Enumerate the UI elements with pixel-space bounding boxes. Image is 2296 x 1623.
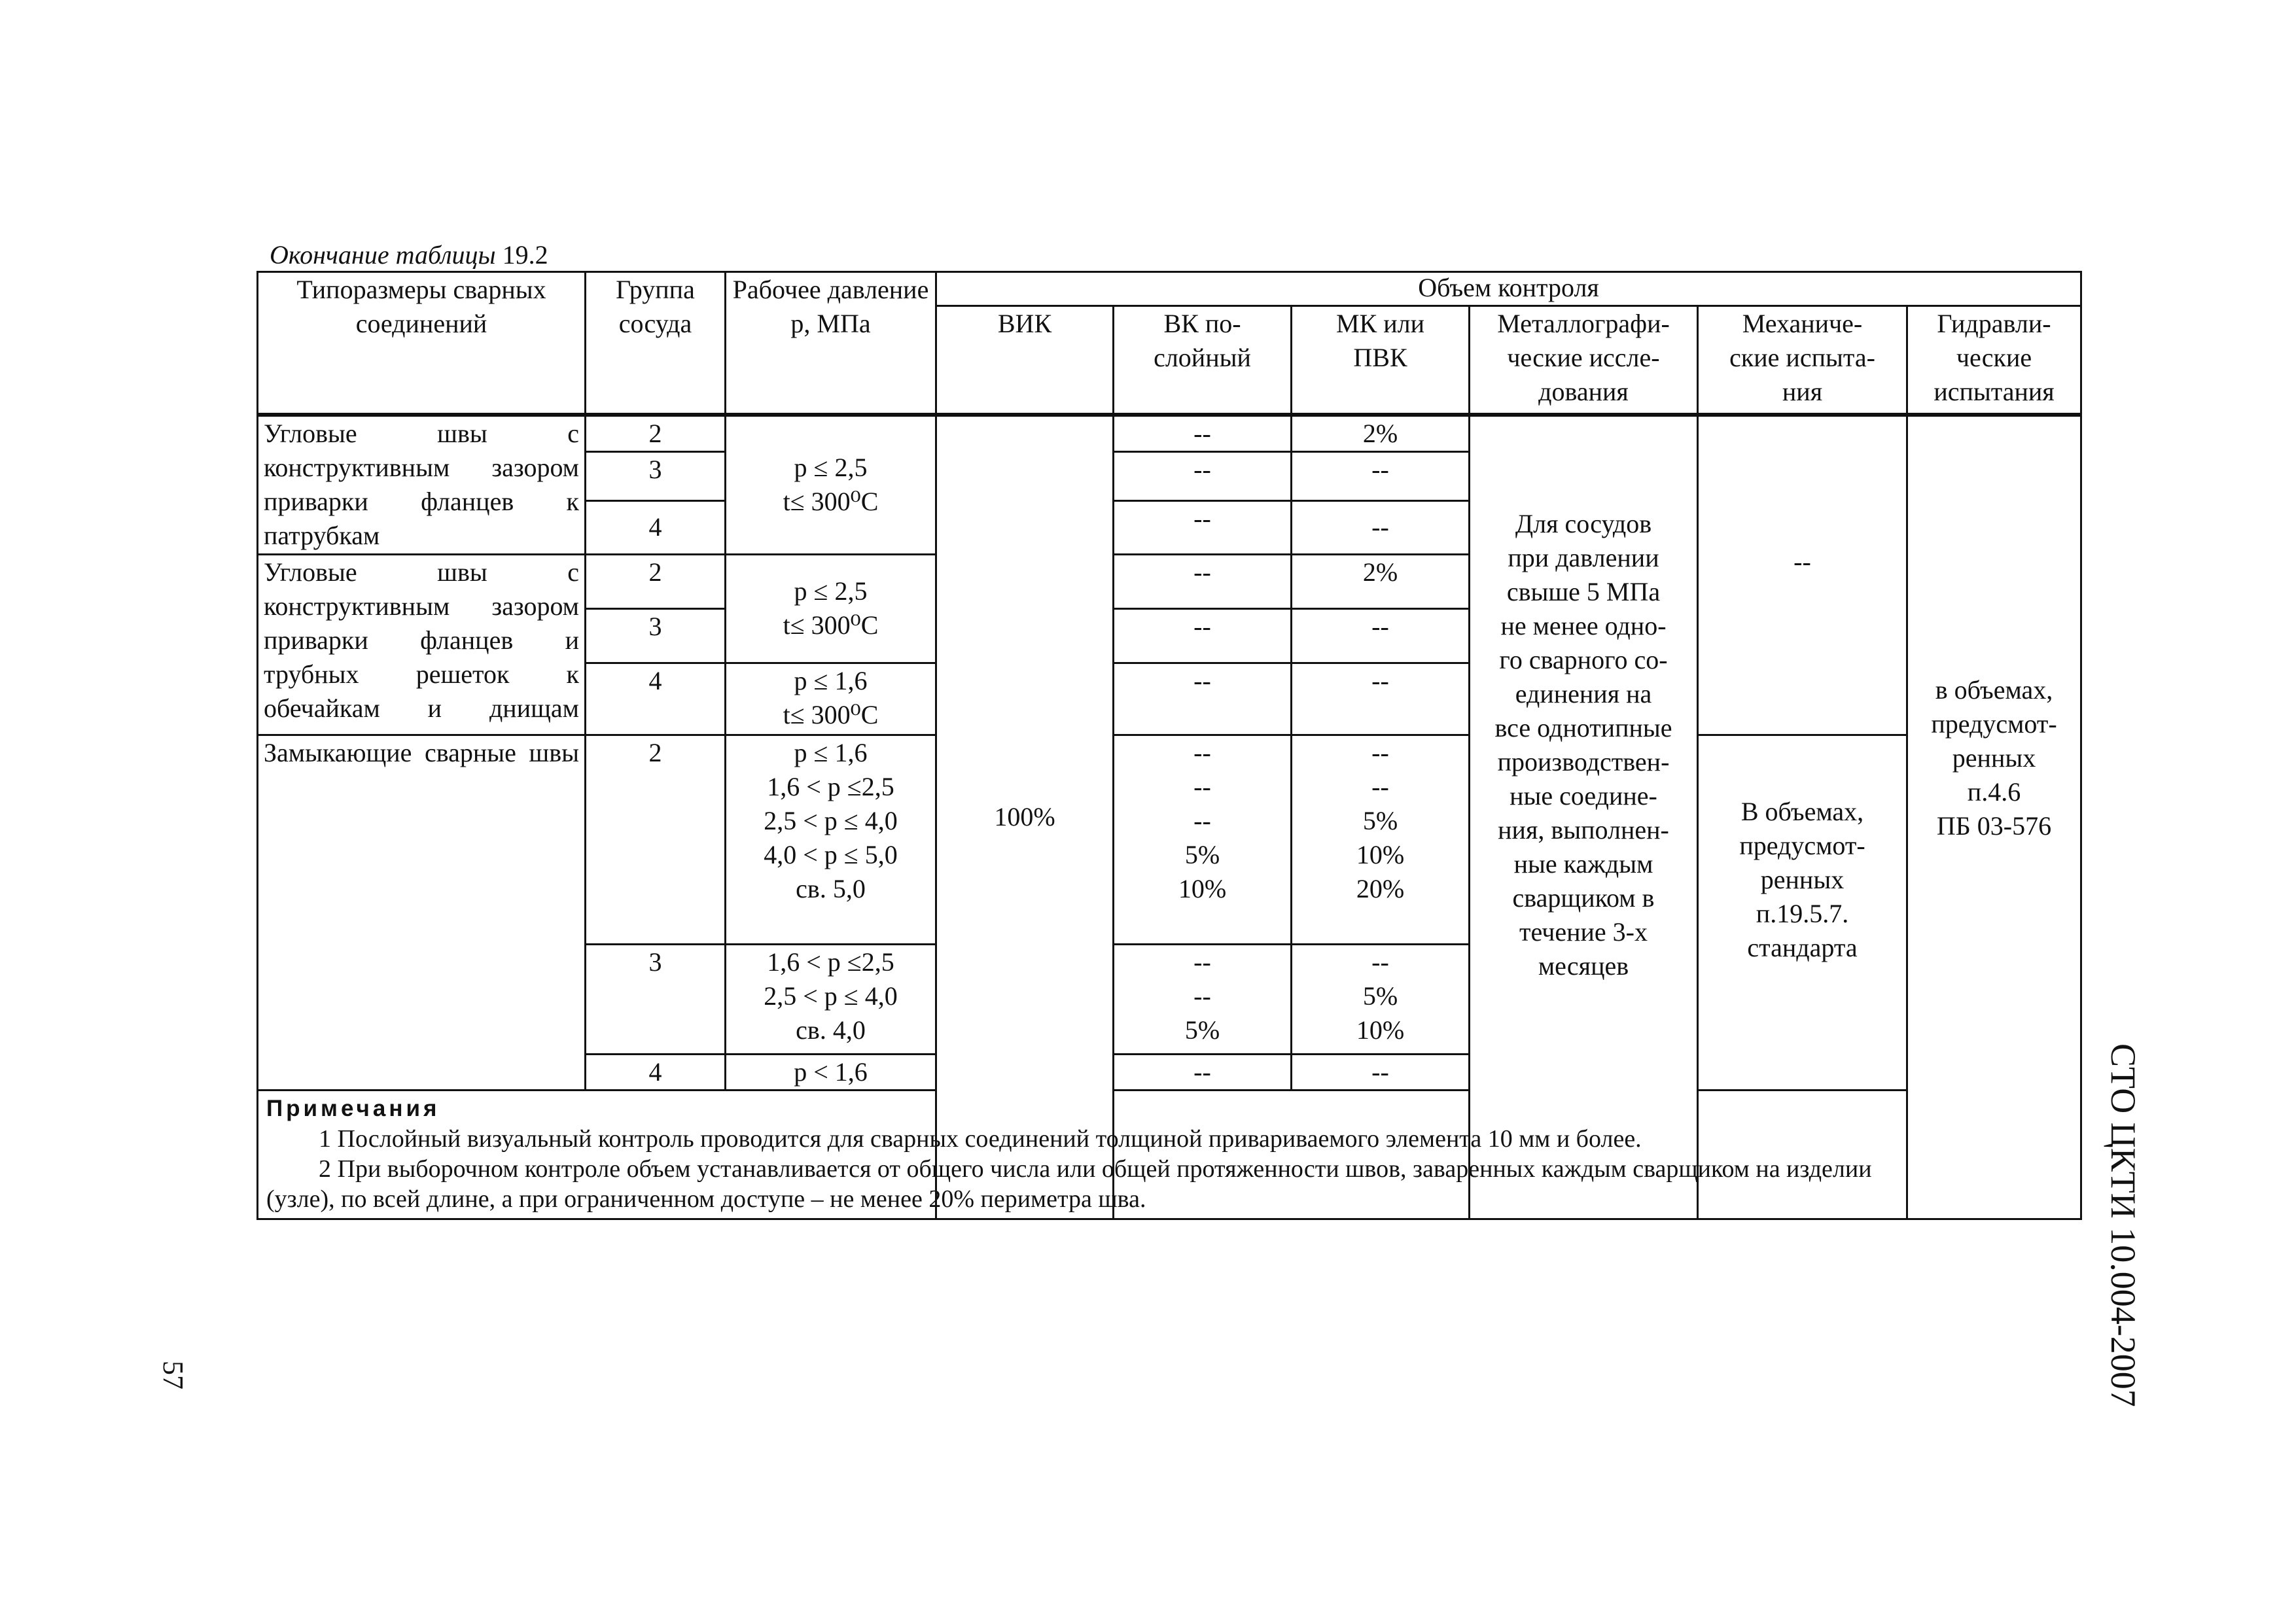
r2-vk-g2: -- <box>1114 554 1292 608</box>
r1-mk-g2: 2% <box>1292 415 1470 452</box>
mech-bottom: В объемах, предусмот- ренных п.19.5.7. стандарта <box>1698 735 1907 1090</box>
vik-all: 100% <box>936 415 1114 1219</box>
header-mech: Механиче- ские испыта- ния <box>1698 306 1907 415</box>
r1-type: Угловые швы с конструктивным зазором приварки фланцев к патрубкам <box>258 415 586 555</box>
header-type: Типоразмеры сварных соединений <box>258 272 586 415</box>
r3-group-4: 4 <box>586 1054 726 1090</box>
page-number: 57 <box>157 1361 189 1389</box>
r2-pressure-b: р ≤ 1,6 t≤ 300⁰С <box>726 663 936 735</box>
caption-label: Окончание таблицы <box>270 240 496 270</box>
hydro-all: в объемах, предусмот- ренных п.4.6 ПБ 03-576 <box>1907 415 2081 1219</box>
r3-g4-vk: -- <box>1114 1054 1292 1090</box>
r3-group-3: 3 <box>586 944 726 1054</box>
r3-g3-vk: -- -- 5% <box>1114 944 1292 1054</box>
r3-g2-pressure: р ≤ 1,6 1,6 < р ≤2,5 2,5 < р ≤ 4,0 4,0 < р ≤ 5,0 св. 5,0 <box>726 735 936 944</box>
r2-group-3: 3 <box>586 608 726 663</box>
notes-title: Примечания <box>266 1095 440 1121</box>
r2-group-4: 4 <box>586 663 726 735</box>
r2-type: Угловые швы с конструктивным зазором приварки фланцев и трубных решеток к обечайкам и днищам <box>258 554 586 735</box>
control-table <box>256 271 2082 1220</box>
r3-group-2: 2 <box>586 735 726 944</box>
caption-number: 19.2 <box>502 240 548 270</box>
document-code: СТО ЦКТИ 10.004-2007 <box>2104 1043 2143 1407</box>
mech-top: -- <box>1698 415 1907 735</box>
header-pressure: Рабочее давление р, МПа <box>726 272 936 415</box>
r2-mk-g2: 2% <box>1292 554 1470 608</box>
header-vk: ВК по- слойный <box>1114 306 1292 415</box>
header-group: Группа сосуда <box>586 272 726 415</box>
r2-vk-g4: -- <box>1114 663 1292 735</box>
r3-g2-vk: -- -- -- 5% 10% <box>1114 735 1292 944</box>
table-caption <box>270 241 548 270</box>
note-2: 2 При выборочном контроле объем устанавливается от общего числа или общей протяженности швов, заваренных каждым сварщиком на изделии <box>319 1155 1872 1183</box>
r2-group-2: 2 <box>586 554 726 608</box>
r1-group-3: 3 <box>586 451 726 500</box>
header-mk: МК или ПВК <box>1292 306 1470 415</box>
r3-type: Замыкающие сварные швы <box>258 735 586 1090</box>
r1-group-4: 4 <box>586 500 726 554</box>
header-volume: Объем контроля <box>936 272 2081 306</box>
note-2-continued: (узле), по всей длине, а при ограниченном доступе – не менее 20% периметра шва. <box>266 1185 1146 1213</box>
r3-g2-mk: -- -- 5% 10% 20% <box>1292 735 1470 944</box>
r2-mk-g4: -- <box>1292 663 1470 735</box>
r3-g3-pressure: 1,6 < р ≤2,5 2,5 < р ≤ 4,0 св. 4,0 <box>726 944 936 1054</box>
r3-g4-mk: -- <box>1292 1054 1470 1090</box>
r2-mk-g3: -- <box>1292 608 1470 663</box>
r1-vk-g4: -- <box>1114 500 1292 554</box>
header-metal: Металлографи- ческие иссле- дования <box>1470 306 1698 415</box>
r1-group-2: 2 <box>586 415 726 452</box>
r3-g4-pressure: р < 1,6 <box>726 1054 936 1090</box>
r1-mk-g4: -- <box>1292 500 1470 554</box>
r2-pressure-a: р ≤ 2,5 t≤ 300⁰С <box>726 554 936 663</box>
header-hydro: Гидравли- ческие испытания <box>1907 306 2081 415</box>
r1-vk-g3: -- <box>1114 451 1292 500</box>
r3-g3-mk: -- 5% 10% <box>1292 944 1470 1054</box>
r1-vk-g2: -- <box>1114 415 1292 452</box>
metal-all: Для сосудов при давлении свыше 5 МПа не менее одно- го сварного со- единения на все однотипные производствен- ные соедине- ния, выполнен- ные каждым сварщиком в течение 3-х месяцев <box>1470 415 1698 1219</box>
notes-cell <box>258 1090 2081 1219</box>
r1-pressure: р ≤ 2,5 t≤ 300⁰С <box>726 415 936 555</box>
r1-mk-g3: -- <box>1292 451 1470 500</box>
note-1: 1 Послойный визуальный контроль проводится для сварных соединений толщиной привариваемого элемента 10 мм и более. <box>319 1125 1642 1153</box>
r2-vk-g3: -- <box>1114 608 1292 663</box>
header-vik: ВИК <box>936 306 1114 415</box>
